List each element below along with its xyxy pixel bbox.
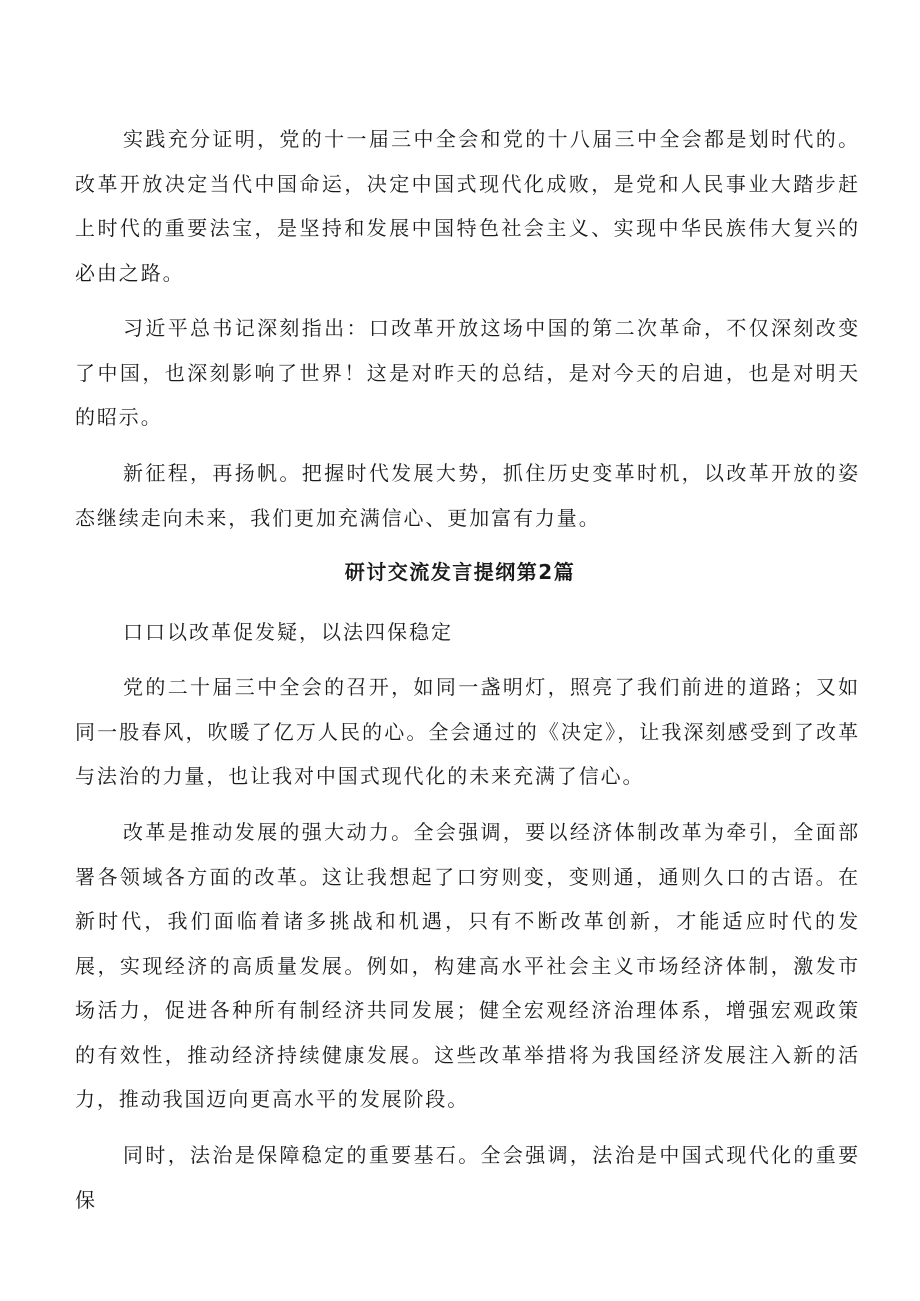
paragraph-1: 实践充分证明，党的十一届三中全会和党的十八届三中全会都是划时代的。改革开放决定当代中国命运，决定中国式现代化成败，是党和人民事业大踏步赶上时代的重要法宝，是坚持和发展中国特色社会主义、实现中华民族伟大复兴的必由之路。: [75, 127, 860, 285]
section-heading: 研讨交流发言提纲第2篇: [344, 560, 576, 584]
paragraph-4: 党的二十届三中全会的召开，如同一盏明灯，照亮了我们前进的道路；又如同一股春风，吹暖了亿万人民的心。全会通过的《决定》，让我深刻感受到了改革与法治的力量，也让我对中国式现代化的未来充满了信心。: [75, 675, 860, 788]
paragraph-6: 同时，法治是保障稳定的重要基石。全会强调，法治是中国式现代化的重要保: [75, 1143, 860, 1212]
section-subtitle: 口口以改革促发疑，以法四保稳定: [123, 620, 453, 644]
paragraph-3: 新征程，再扬帆。把握时代发展大势，抓住历史变革时机，以改革开放的姿态继续走向未来，我们更加充满信心、更加富有力量。: [75, 461, 860, 530]
paragraph-2: 习近平总书记深刻指出：口改革开放这场中国的第二次革命，不仅深刻改变了中国，也深刻影响了世界！这是对昨天的总结，是对今天的启迪，也是对明天的昭示。: [75, 316, 860, 429]
paragraph-5: 改革是推动发展的强大动力。全会强调，要以经济体制改革为牵引，全面部署各领域各方面的改革。这让我想起了口穷则变，变则通，通则久口的古语。在新时代，我们面临着诸多挑战和机遇，只有不断改革创新，才能适应时代的发展，实现经济的高质量发展。例如，构建高水平社会主义市场经济体制，激发市场活力，促进各种所有制经济共同发展；健全宏观经济治理体系，增强宏观政策的有效性，推动经济持续健康发展。这些改革举措将为我国经济发展注入新的活力，推动我国迈向更高水平的发展阶段。: [75, 820, 860, 1111]
